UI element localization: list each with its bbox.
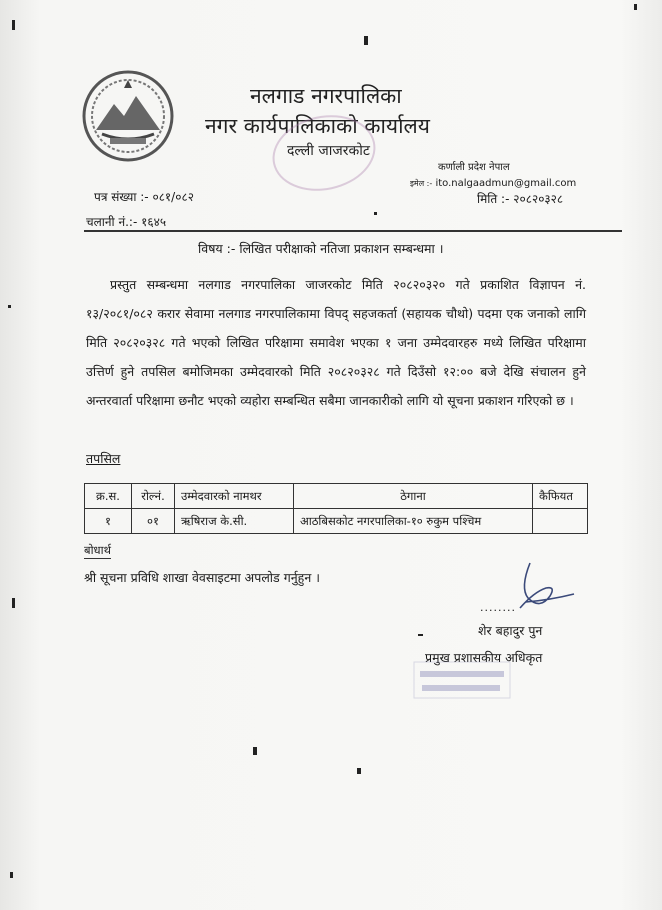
col-remarks: कैफियत bbox=[533, 484, 588, 509]
office-location: दल्ली जाजरकोट bbox=[287, 143, 370, 159]
name-seal-stamp bbox=[412, 660, 512, 700]
municipality-name: नलगाड नगरपालिका bbox=[250, 84, 402, 108]
scan-speck bbox=[253, 747, 257, 755]
table-row bbox=[85, 509, 588, 534]
letter-subject: विषय :- लिखित परीक्षाको नतिजा प्रकाशन सम्बन्धमा । bbox=[198, 241, 444, 256]
letter-date: मिति :- २०८२०३२८ bbox=[477, 192, 564, 206]
cell-address: आठबिसकोट नगरपालिका-१० रुकुम पश्चिम bbox=[294, 509, 533, 534]
province-text: कर्णाली प्रदेश नेपाल bbox=[438, 162, 510, 173]
col-name: उम्मेदवारको नामथर bbox=[175, 484, 294, 509]
nepal-emblem-icon bbox=[80, 68, 176, 164]
table-header-row bbox=[85, 484, 588, 509]
scan-speck bbox=[634, 4, 637, 10]
signature-line: ........ bbox=[480, 601, 516, 614]
letter-number: पत्र संख्या :- ०८१/०८२ bbox=[94, 190, 194, 204]
dispatch-number: चलानी नं.:- १६४५ bbox=[86, 215, 167, 229]
scan-speck bbox=[418, 634, 423, 636]
scan-speck bbox=[10, 872, 13, 878]
letter-body bbox=[86, 270, 586, 415]
scan-speck bbox=[357, 768, 361, 774]
scan-speck bbox=[12, 20, 15, 30]
scan-speck bbox=[364, 36, 368, 45]
cell-serial: १ bbox=[85, 509, 132, 534]
header-divider bbox=[84, 230, 622, 232]
scan-speck bbox=[8, 305, 11, 308]
col-roll: रोल्नं. bbox=[132, 484, 175, 509]
office-name: नगर कार्यपालिकाको कार्यालय bbox=[205, 114, 430, 138]
signatory-designation: प्रमुख प्रशासकीय अधिकृत bbox=[425, 650, 543, 665]
email-label: इमेल :- bbox=[410, 179, 433, 188]
candidate-table bbox=[84, 483, 588, 534]
contact-block bbox=[410, 160, 576, 192]
signatory-name: शेर बहादुर पुन bbox=[478, 623, 543, 638]
cell-name: ऋषिराज के.सी. bbox=[175, 509, 294, 534]
copy-to-notice: श्री सूचना प्रविधि शाखा वेवसाइटमा अपलोड गर्नुहुन । bbox=[84, 570, 320, 585]
col-address: ठेगाना bbox=[294, 484, 533, 509]
copy-to-label: बोधार्थ bbox=[84, 543, 111, 557]
col-serial: क्र.स. bbox=[85, 484, 132, 509]
cell-remarks bbox=[533, 509, 588, 534]
details-heading: तपसिल bbox=[86, 451, 121, 466]
cell-roll: ०१ bbox=[132, 509, 175, 534]
email-address: ito.nalgaadmun@gmail.com bbox=[435, 178, 577, 189]
scan-speck bbox=[12, 598, 15, 608]
body-paragraph: प्रस्तुत सम्बन्धमा नलगाड नगरपालिका जाजरकोट मिति २०८२०३२० गते प्रकाशित विज्ञापन नं. १३/२०८१/०८२ करार सेवामा नलगाड नगरपालिकामा विपद् सहजकर्ता (सहायक चौथो) पदमा एक जनाको लागि मिति २०८२०३२८ गते भएको लिखित परिक्षामा समावेश भएका १ जना उम्मेदवारहरु मध्ये लिखित परिक्षामा उत्तिर्ण हुने तपसिल बमोजिमका उम्मेदवारको मिति २०८२०३२८ गते दिउँसो १२:०० बजे देखि संचालन हुने अन्तरवार्ता परिक्षामा छनौट भएको व्यहोरा सम्बन्धित सबैमा जानकारीको लागि यो सूचना प्रकाशन गरिएको छ । bbox=[86, 277, 586, 408]
scan-speck bbox=[374, 212, 377, 215]
